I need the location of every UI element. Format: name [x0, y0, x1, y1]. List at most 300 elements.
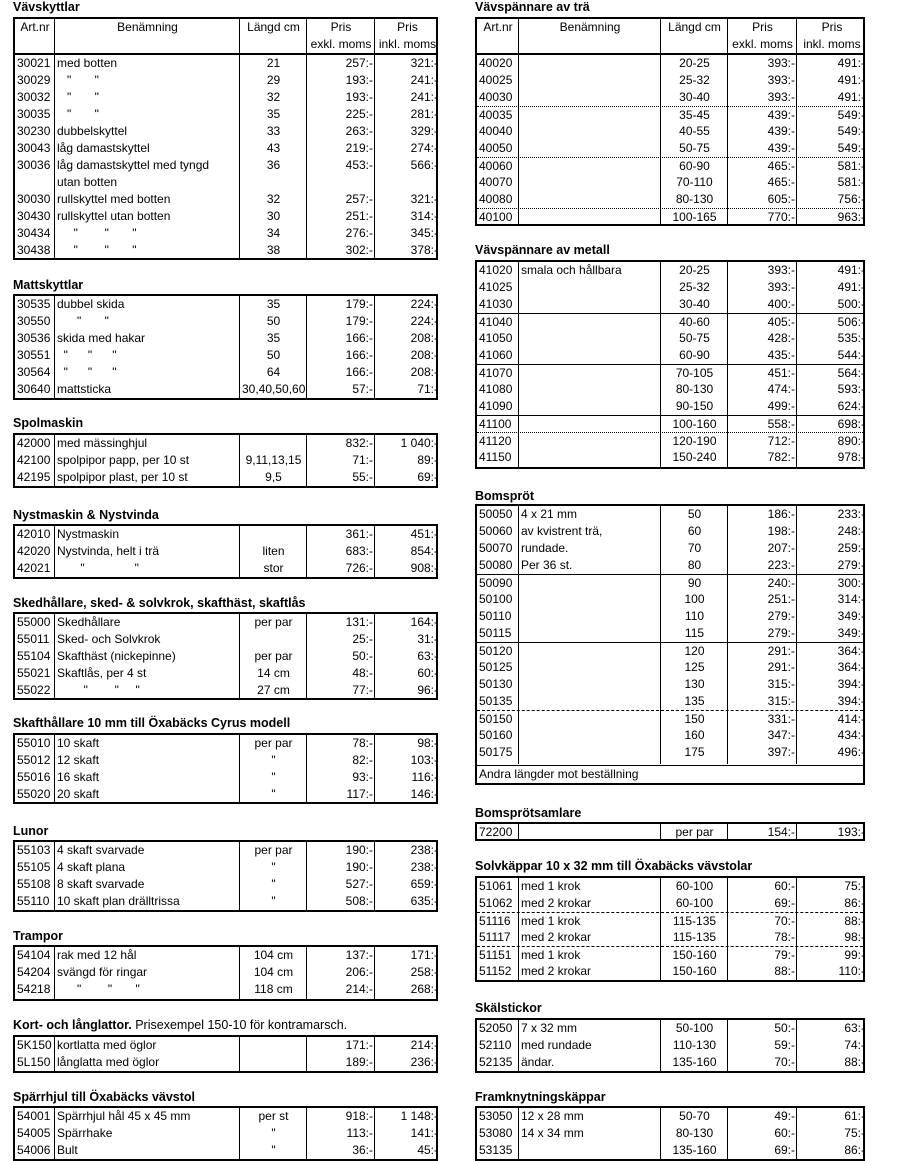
cell-benamning: 12 x 28 mm [521, 1109, 584, 1123]
table-row [15, 296, 436, 313]
cell-pris-exkl: 214:- [345, 982, 373, 996]
cell-langd: 50-70 [679, 1109, 710, 1123]
cell-benamning [519, 727, 661, 744]
cell-pris-exkl: 257:- [345, 192, 373, 206]
cell-artnr: 40050 [479, 141, 513, 155]
cell-pris-inkl: 99:- [844, 948, 865, 962]
table-row [15, 330, 436, 347]
cell-benamning: med 2 krokar [521, 964, 592, 978]
cell-benamning: utan botten [57, 175, 118, 189]
cell-langd: 80-130 [675, 382, 714, 396]
cell-pris-inkl: 86:- [844, 896, 865, 910]
cell-artnr: 41080 [479, 382, 513, 396]
table-row [477, 123, 863, 140]
cell-artnr: 30434 [17, 226, 51, 240]
price-table-kortlattor [13, 1035, 438, 1073]
section-title-text: Spolmaskin [13, 416, 84, 430]
cell-artnr: 51151 [479, 948, 512, 962]
cell-pris-inkl: 146:- [410, 787, 438, 801]
cell-langd: 104 cm [253, 948, 294, 962]
cell-artnr: 53050 [479, 1109, 513, 1123]
cell-pris-inkl: 963:- [837, 210, 865, 224]
cell-pris-exkl: 770:- [767, 210, 795, 224]
cell-artnr: 55022 [17, 683, 51, 697]
cell-benamning: med mässinghjul [57, 436, 148, 450]
cell-benamning: " " " [57, 226, 137, 240]
table-row [15, 242, 436, 259]
cell-benamning: rundade. [521, 541, 569, 555]
cell-pris-inkl: 224:- [410, 297, 438, 311]
table-row [477, 1108, 863, 1125]
table-row [15, 665, 436, 682]
cell-pris-exkl: 69:- [774, 1143, 795, 1157]
cell-pris-exkl: 60:- [774, 879, 795, 893]
table-row [477, 398, 863, 415]
cell-pris-inkl: 98:- [417, 736, 438, 750]
cell-pris-exkl: 257:- [345, 56, 373, 70]
cell-benamning [519, 191, 661, 208]
table-row [15, 543, 436, 560]
table-row [15, 1054, 436, 1071]
cell-langd: 50 [687, 507, 702, 521]
cell-pris-inkl: 364:- [837, 644, 865, 658]
cell-artnr: 55016 [17, 770, 51, 784]
cell-pris-exkl: 88:- [774, 964, 795, 978]
section-title-text: Bomsprötsamlare [475, 806, 582, 820]
cell-artnr: 41020 [479, 263, 513, 277]
cell-pris-exkl: 70:- [774, 914, 795, 928]
cell-artnr: 40020 [479, 56, 513, 70]
cell-langd: 21 [266, 56, 281, 70]
cell-benamning: " " " [57, 348, 117, 362]
table-row [15, 89, 436, 106]
header-label: Längd cm [668, 20, 721, 34]
cell-artnr: 30564 [17, 365, 51, 379]
cell-pris-exkl [307, 174, 375, 191]
cell-pris-inkl: 74:- [844, 1038, 865, 1052]
cell-langd: 135-160 [672, 1055, 717, 1069]
cell-benamning: 14 x 34 mm [521, 1126, 584, 1140]
section-title-text: Nystmaskin & Nystvinda [13, 508, 159, 522]
table-row [477, 710, 863, 727]
cell-langd: 38 [266, 243, 281, 257]
cell-pris-exkl: 57:- [352, 382, 373, 396]
cell-langd [240, 1054, 307, 1071]
table-row [477, 55, 863, 72]
cell-benamning [519, 279, 661, 296]
table-row [477, 824, 863, 841]
cell-benamning: Per 36 st. [521, 558, 573, 572]
table-row [15, 1037, 436, 1054]
cell-benamning [519, 591, 661, 608]
cell-pris-inkl: 314:- [410, 209, 438, 223]
cell-benamning: " " [57, 314, 109, 328]
cell-pris-inkl: 908:- [410, 561, 438, 575]
cell-artnr: 50115 [479, 626, 512, 640]
cell-pris-exkl: 527:- [345, 877, 373, 891]
cell-pris-inkl: 314:- [837, 592, 865, 606]
table-row [15, 648, 436, 665]
section-title-vavspannare-metall [475, 243, 610, 257]
cell-pris-exkl: 276:- [345, 226, 373, 240]
header-label: Pris [330, 20, 352, 34]
cell-pris-exkl: 190:- [345, 860, 373, 874]
cell-artnr: 41025 [479, 280, 513, 294]
cell-artnr: 72200 [479, 825, 513, 839]
cell-langd: per par [675, 825, 714, 839]
header-label: Art.nr [483, 20, 513, 34]
cell-pris-exkl: 113:- [346, 1126, 373, 1140]
table-row [15, 893, 436, 910]
cell-pris-exkl: 439:- [767, 108, 795, 122]
table-row [477, 174, 863, 191]
cell-artnr: 42195 [17, 470, 51, 484]
cell-artnr: 40070 [479, 175, 513, 189]
price-table-skedhallare [13, 612, 438, 700]
cell-artnr: 51116 [479, 914, 511, 928]
cell-benamning [519, 676, 661, 693]
cell-benamning: med 2 krokar [521, 930, 592, 944]
table-row [15, 947, 436, 964]
table-row [477, 929, 863, 946]
cell-benamning [519, 140, 661, 157]
table-row [15, 981, 436, 998]
section-title-sparrhjul [13, 1090, 195, 1104]
cell-pris-inkl: 593:- [837, 382, 865, 396]
cell-pris-exkl: 166:- [345, 365, 373, 379]
cell-pris-exkl: 193:- [345, 73, 373, 87]
header-cell-benamning [55, 19, 240, 53]
cell-artnr: 41050 [479, 331, 513, 345]
cell-artnr: 30043 [17, 141, 51, 155]
cell-langd [240, 631, 307, 648]
cell-langd: 40-60 [679, 315, 710, 329]
table-row [477, 540, 863, 557]
cell-pris-inkl: 31:- [417, 632, 438, 646]
cell-artnr: 30230 [17, 124, 51, 138]
cell-benamning: " " " [57, 982, 140, 996]
table-row [477, 693, 863, 710]
cell-pris-inkl: 88:- [844, 1055, 865, 1069]
cell-artnr: 40080 [479, 192, 513, 206]
price-table-skafthallare [13, 733, 438, 804]
table-row [15, 347, 436, 364]
cell-artnr: 54204 [17, 965, 51, 979]
cell-langd: 90-150 [675, 399, 714, 413]
cell-artnr: 52050 [479, 1021, 513, 1035]
cell-pris-exkl: 315:- [767, 694, 795, 708]
table-row [15, 786, 436, 803]
header-cell-benamning [519, 19, 661, 53]
cell-pris-exkl: 331:- [767, 712, 795, 726]
section-title-text: Vävskyttlar [13, 0, 80, 14]
cell-artnr: 40030 [479, 90, 513, 104]
cell-artnr: 41030 [479, 297, 513, 311]
section-title-bomsprotsamlare [475, 806, 581, 820]
cell-pris-exkl: 393:- [767, 280, 795, 294]
cell-pris-inkl: 321:- [410, 192, 438, 206]
cell-pris-exkl: 508:- [345, 894, 373, 908]
section-title-text: Mattskyttlar [13, 278, 84, 292]
cell-langd: 25-32 [679, 280, 710, 294]
table-row [15, 106, 436, 123]
table-row [15, 1125, 436, 1142]
cell-pris-exkl: 78:- [352, 736, 373, 750]
cell-pris-inkl: 491:- [837, 90, 865, 104]
cell-pris-inkl: 63:- [844, 1021, 865, 1035]
cell-langd: 50-100 [675, 1021, 714, 1035]
cell-langd: 27 cm [257, 683, 290, 697]
cell-artnr: 55108 [17, 877, 51, 891]
cell-benamning [519, 158, 661, 174]
cell-langd: 40-55 [679, 124, 710, 138]
cell-langd: 35 [266, 331, 281, 345]
cell-langd: 36 [266, 158, 281, 172]
table-row [477, 347, 863, 364]
cell-artnr: 30030 [17, 192, 51, 206]
cell-langd: " [271, 860, 276, 874]
cell-pris-exkl: 558:- [767, 417, 795, 431]
cell-benamning [519, 330, 661, 347]
cell-pris-exkl: 93:- [352, 770, 373, 784]
cell-artnr: 41100 [479, 417, 512, 431]
cell-pris-exkl: 393:- [767, 90, 795, 104]
table-row [477, 912, 863, 929]
cell-benamning: Nystvinda, helt i trä [57, 544, 160, 558]
cell-langd: 60-100 [675, 896, 714, 910]
cell-pris-exkl: 361:- [345, 527, 373, 541]
cell-pris-inkl: 1 148:- [400, 1109, 438, 1123]
cell-pris-inkl: 549:- [837, 124, 865, 138]
cell-pris-inkl: 116:- [411, 770, 438, 784]
table-row [477, 191, 863, 208]
cell-artnr: 50080 [479, 558, 513, 572]
cell-pris-exkl: 225:- [345, 107, 373, 121]
cell-benamning: spolpipor papp, per 10 st [57, 453, 190, 467]
table-row [477, 878, 863, 895]
cell-benamning: spolpipor plast, per 10 st [57, 470, 188, 484]
cell-langd: 43 [266, 141, 281, 155]
cell-artnr: 5K150 [17, 1038, 52, 1052]
cell-pris-exkl: 171:- [345, 1038, 373, 1052]
cell-langd: 34 [266, 226, 281, 240]
table-row [15, 55, 436, 72]
table-row [15, 682, 436, 699]
header-cell-langd [661, 19, 728, 53]
cell-langd: 9,5 [265, 470, 282, 484]
cell-langd: 80 [687, 558, 702, 572]
cell-pris-exkl: 77:- [352, 683, 373, 697]
table-row [477, 659, 863, 676]
cell-pris-inkl: 854:- [410, 544, 438, 558]
cell-langd: 33 [266, 124, 281, 138]
cell-artnr: 30640 [17, 382, 51, 396]
cell-pris-exkl: 48:- [352, 666, 373, 680]
cell-langd: 50-75 [679, 331, 710, 345]
cell-benamning [519, 347, 661, 364]
cell-artnr: 51117 [479, 930, 511, 944]
table-row [477, 523, 863, 540]
header-label: Pris [821, 20, 843, 34]
cell-pris-exkl: 82:- [352, 753, 373, 767]
cell-artnr: 50120 [479, 644, 513, 658]
table-footer-row [477, 765, 863, 783]
table-row [15, 1142, 436, 1159]
cell-pris-exkl: 302:- [345, 243, 373, 257]
cell-langd: 160 [684, 728, 705, 742]
table-row [477, 1142, 863, 1159]
cell-pris-inkl: 635:- [410, 894, 438, 908]
cell-benamning: " " " [57, 365, 117, 379]
cell-pris-inkl: 349:- [837, 626, 865, 640]
cell-artnr: 54218 [17, 982, 51, 996]
cell-pris-exkl: 605:- [767, 192, 795, 206]
cell-artnr: 30550 [17, 314, 51, 328]
cell-pris-inkl: 279:- [837, 558, 865, 572]
cell-pris-inkl: 141:- [410, 1126, 438, 1140]
cell-langd: per par [254, 615, 293, 629]
cell-pris-exkl: 474:- [767, 382, 795, 396]
cell-pris-inkl: 208:- [410, 331, 438, 345]
cell-benamning: Nystmaskin [57, 527, 120, 541]
table-row [477, 296, 863, 313]
cell-pris-inkl: 491:- [837, 56, 865, 70]
cell-pris-inkl: 624:- [837, 399, 865, 413]
section-title-text: Skedhållare, sked- & solvkrok, skafthäst, skaftlås [13, 596, 306, 610]
table-row [15, 72, 436, 89]
table-row [15, 364, 436, 381]
cell-pris-inkl: 45:- [417, 1143, 438, 1157]
cell-pris-exkl: 50:- [774, 1021, 795, 1035]
cell-langd: " [271, 753, 276, 767]
cell-pris-inkl: 414:- [837, 712, 865, 726]
cell-langd: 60 [687, 524, 702, 538]
cell-pris-inkl: 491:- [837, 263, 865, 277]
cell-artnr: 55104 [17, 649, 51, 663]
cell-langd [240, 1037, 307, 1054]
cell-pris-inkl: 496:- [837, 745, 865, 759]
cell-pris-exkl: 49:- [774, 1109, 795, 1123]
table-row [477, 608, 863, 625]
section-title-framknytning [475, 1090, 606, 1104]
cell-artnr: 30536 [17, 331, 51, 345]
cell-benamning: dubbelskyttel [57, 124, 128, 138]
cell-langd: 118 cm [254, 982, 293, 996]
cell-pris-exkl: 154:- [767, 825, 795, 839]
cell-benamning [519, 575, 661, 591]
cell-pris-exkl: 279:- [767, 609, 795, 623]
cell-pris-inkl: 698:- [837, 417, 865, 431]
table-row [15, 225, 436, 242]
cell-pris-inkl: 71:- [417, 382, 438, 396]
section-title-vavskyttlar [13, 0, 80, 14]
table-row [477, 313, 863, 330]
cell-benamning [519, 55, 661, 72]
cell-pris-inkl: 491:- [837, 280, 865, 294]
cell-benamning: skida med hakar [57, 331, 146, 345]
section-title-lunor [13, 824, 48, 838]
footer-note: Andra längder mot beställning [479, 767, 639, 781]
cell-artnr: 50150 [479, 712, 513, 726]
cell-benamning [519, 824, 661, 841]
cell-artnr: 30035 [17, 107, 51, 121]
table-row [477, 364, 863, 381]
cell-langd: 32 [266, 192, 281, 206]
table-row [477, 727, 863, 744]
table-row [477, 1054, 863, 1071]
cell-pris-exkl: 190:- [345, 843, 373, 857]
cell-pris-exkl: 251:- [345, 209, 373, 223]
table-row [477, 1020, 863, 1037]
cell-langd: 25-32 [679, 73, 710, 87]
cell-pris-inkl: 214:- [410, 1038, 438, 1052]
cell-pris-exkl: 315:- [767, 677, 795, 691]
cell-artnr: 54104 [17, 948, 51, 962]
header-cell-pris-inkl [375, 19, 440, 53]
cell-pris-inkl: 88:- [844, 914, 865, 928]
table-row [477, 140, 863, 157]
cell-artnr: 54001 [17, 1109, 51, 1123]
cell-benamning: svängd för ringar [57, 965, 148, 979]
cell-pris-exkl: 291:- [767, 660, 795, 674]
header-cell-artnr [477, 19, 519, 53]
cell-pris-exkl: 207:- [767, 541, 795, 555]
cell-artnr: 30535 [17, 297, 51, 311]
cell-pris-inkl: 756:- [837, 192, 865, 206]
cell-artnr: 42021 [17, 561, 51, 575]
section-title-skafthallare [13, 716, 290, 730]
cell-pris-inkl: 238:- [410, 860, 438, 874]
cell-pris-inkl: 451:- [410, 527, 438, 541]
cell-langd: 115 [684, 626, 705, 640]
cell-artnr: 41090 [479, 399, 513, 413]
cell-artnr: 55020 [17, 787, 51, 801]
cell-langd: 120-190 [672, 434, 717, 448]
cell-artnr: 30029 [17, 73, 51, 87]
cell-pris-exkl: 428:- [767, 331, 795, 345]
cell-artnr: 55021 [17, 666, 51, 680]
cell-pris-inkl: 208:- [410, 348, 438, 362]
table-row [477, 506, 863, 523]
table-row [15, 157, 436, 174]
cell-benamning: " " " [57, 243, 137, 257]
cell-artnr: 50100 [479, 592, 513, 606]
section-title-text: Trampor [13, 929, 64, 943]
cell-pris-exkl: 71:- [352, 453, 373, 467]
cell-langd: 130 [684, 677, 705, 691]
cell-pris-inkl: 345:- [410, 226, 438, 240]
table-row [15, 435, 436, 452]
cell-pris-exkl: 451:- [767, 366, 795, 380]
cell-langd: 30,40,50,60 [242, 382, 306, 396]
cell-pris-exkl: 25:- [352, 632, 373, 646]
cell-pris-inkl [375, 174, 440, 191]
table-row [15, 208, 436, 225]
cell-langd: " [271, 1143, 276, 1157]
cell-artnr [15, 174, 55, 191]
cell-benamning: med 1 krok [521, 948, 581, 962]
cell-benamning: av kvistrent trä, [521, 524, 603, 538]
cell-pris-inkl: 69:- [417, 470, 438, 484]
cell-artnr: 55110 [17, 894, 50, 908]
cell-pris-inkl: 564:- [837, 366, 865, 380]
table-row [15, 452, 436, 469]
cell-pris-inkl: 281:- [410, 107, 438, 121]
cell-artnr: 51061 [479, 879, 513, 893]
table-row [477, 744, 863, 761]
cell-pris-inkl: 394:- [837, 677, 865, 691]
cell-benamning: rak med 12 hål [57, 948, 137, 962]
